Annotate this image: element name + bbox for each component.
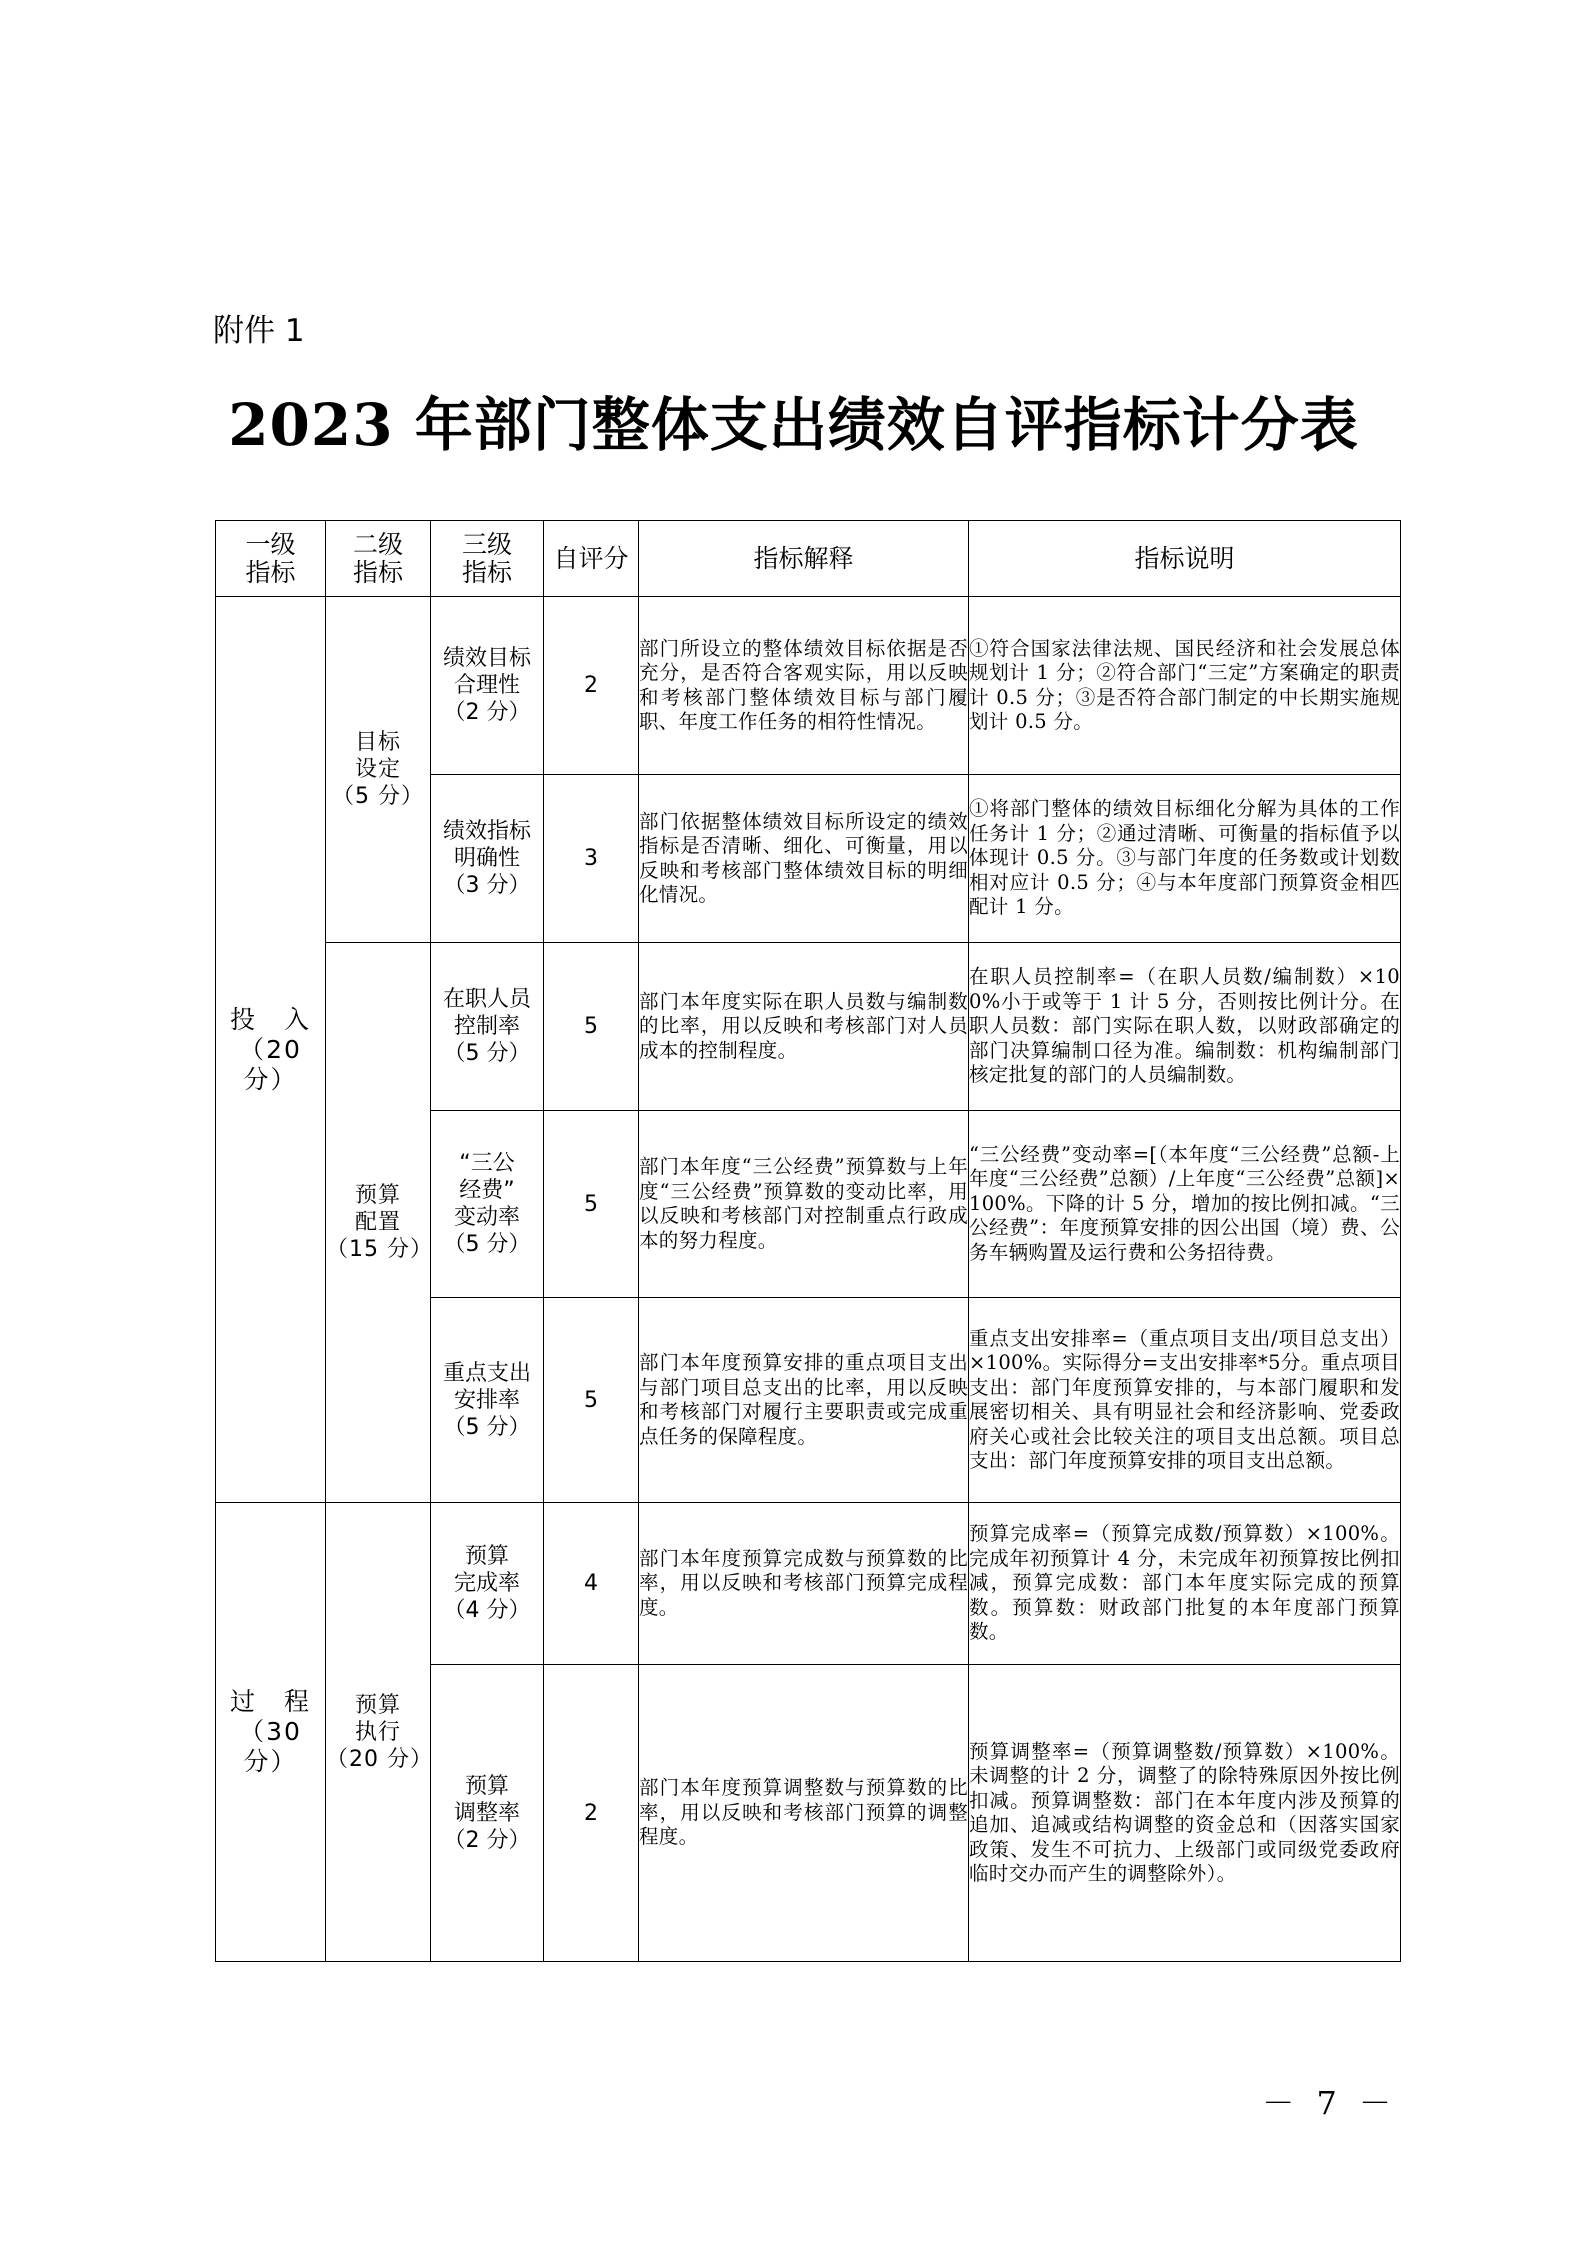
level3-indicator: 重点支出 安排率 （5 分）	[431, 1298, 544, 1503]
indicator-explanation: 部门所设立的整体绩效目标依据是否充分，是否符合客观实际，用以反映和考核部门整体绩效目标与部门履职、年度工作任务的相符性情况。	[639, 597, 969, 775]
level3-indicator: 预算 调整率 （2 分）	[431, 1665, 544, 1962]
indicator-explanation: 部门本年度预算调整数与预算数的比率，用以反映和考核部门预算的调整程度。	[639, 1665, 969, 1962]
level3-indicator: 绩效指标 明确性 （3 分）	[431, 775, 544, 943]
self-score: 5	[544, 1111, 639, 1298]
indicator-description: 预算调整率=（预算调整数/预算数）×100%。未调整的计 2 分，调整了的除特殊原因外按比例扣减。预算调整数：部门在本年度内涉及预算的追加、追减或结构调整的资金总和（因落实国家政策、发生不可抗力、上级部门或同级党委政府临时交办而产生的调整除外）。	[969, 1665, 1401, 1962]
indicator-description: 重点支出安排率=（重点项目支出/项目总支出）×100%。实际得分=支出安排率*5分。重点项目支出：部门年度预算安排的，与本部门履职和发展密切相关、具有明显社会和经济影响、党委政府关心或社会比较关注的项目支出总额。项目总支出：部门年度预算安排的项目支出总额。	[969, 1298, 1401, 1503]
level3-indicator: 预算 完成率 （4 分）	[431, 1503, 544, 1665]
indicator-explanation: 部门本年度“三公经费”预算数与上年度“三公经费”预算数的变动比率，用以反映和考核部门对控制重点行政成本的努力程度。	[639, 1111, 969, 1298]
indicator-description: ①符合国家法律法规、国民经济和社会发展总体规划计 1 分；②符合部门“三定”方案确定的职责计 0.5 分；③是否符合部门制定的中长期实施规划计 0.5 分。	[969, 597, 1401, 775]
indicator-description: 在职人员控制率=（在职人员数/编制数）×100%小于或等于 1 计 5 分，否则按比例计分。在职人员数：部门实际在职人数，以财政部确定的部门决算编制口径为准。编制数：机构编制部门核定批复的部门的人员编制数。	[969, 943, 1401, 1111]
indicator-description: ①将部门整体的绩效目标细化分解为具体的工作任务计 1 分；②通过清晰、可衡量的指标值予以体现计 0.5 分。③与部门年度的任务数或计划数相对应计 0.5 分；④与本年度部门预算资金相匹配计 1 分。	[969, 775, 1401, 943]
self-score: 4	[544, 1503, 639, 1665]
score-table	[215, 520, 1401, 1962]
header-explanation: 指标解释	[639, 521, 969, 597]
level1-input: 投 入 （20 分）	[216, 597, 326, 1503]
header-level3: 三级 指标	[431, 521, 544, 597]
header-self-score: 自评分	[544, 521, 639, 597]
table-header-row	[216, 521, 1401, 597]
attachment-label: 附件 1	[213, 313, 305, 349]
indicator-explanation: 部门本年度预算安排的重点项目支出与部门项目总支出的比率，用以反映和考核部门对履行主要职责或完成重点任务的保障程度。	[639, 1298, 969, 1503]
self-score: 2	[544, 597, 639, 775]
header-level1: 一级 指标	[216, 521, 326, 597]
level2-budget-execution: 预算 执行 （20 分）	[326, 1503, 431, 1962]
level2-goal-setting: 目标 设定 （5 分）	[326, 597, 431, 943]
self-score: 2	[544, 1665, 639, 1962]
indicator-explanation: 部门本年度实际在职人员数与编制数的比率，用以反映和考核部门对人员成本的控制程度。	[639, 943, 969, 1111]
table-row	[216, 943, 1401, 1111]
level3-indicator: “三公 经费” 变动率 （5 分）	[431, 1111, 544, 1298]
self-score: 5	[544, 1298, 639, 1503]
indicator-explanation: 部门依据整体绩效目标所设定的绩效指标是否清晰、细化、可衡量，用以反映和考核部门整体绩效目标的明细化情况。	[639, 775, 969, 943]
level3-indicator: 在职人员 控制率 （5 分）	[431, 943, 544, 1111]
indicator-description: “三公经费”变动率=[（本年度“三公经费”总额-上年度“三公经费”总额）/上年度“三公经费”总额]×100%。下降的计 5 分，增加的按比例扣减。“三公经费”：年度预算安排的因公出国（境）费、公务车辆购置及运行费和公务招待费。	[969, 1111, 1401, 1298]
table-row	[216, 1503, 1401, 1665]
header-level2: 二级 指标	[326, 521, 431, 597]
table-row	[216, 597, 1401, 775]
header-description: 指标说明	[969, 521, 1401, 597]
self-score: 3	[544, 775, 639, 943]
level2-budget-allocation: 预算 配置 （15 分）	[326, 943, 431, 1503]
page-title: 2023 年部门整体支出绩效自评指标计分表	[228, 391, 1359, 459]
level3-indicator: 绩效目标 合理性 （2 分）	[431, 597, 544, 775]
self-score: 5	[544, 943, 639, 1111]
indicator-description: 预算完成率=（预算完成数/预算数）×100%。完成年初预算计 4 分，未完成年初预算按比例扣减，预算完成数：部门本年度实际完成的预算数。预算数：财政部门批复的本年度部门预算数。	[969, 1503, 1401, 1665]
page-number: － 7 －	[1262, 2084, 1397, 2122]
indicator-explanation: 部门本年度预算完成数与预算数的比率，用以反映和考核部门预算完成程度。	[639, 1503, 969, 1665]
level1-process: 过 程 （30 分）	[216, 1503, 326, 1962]
